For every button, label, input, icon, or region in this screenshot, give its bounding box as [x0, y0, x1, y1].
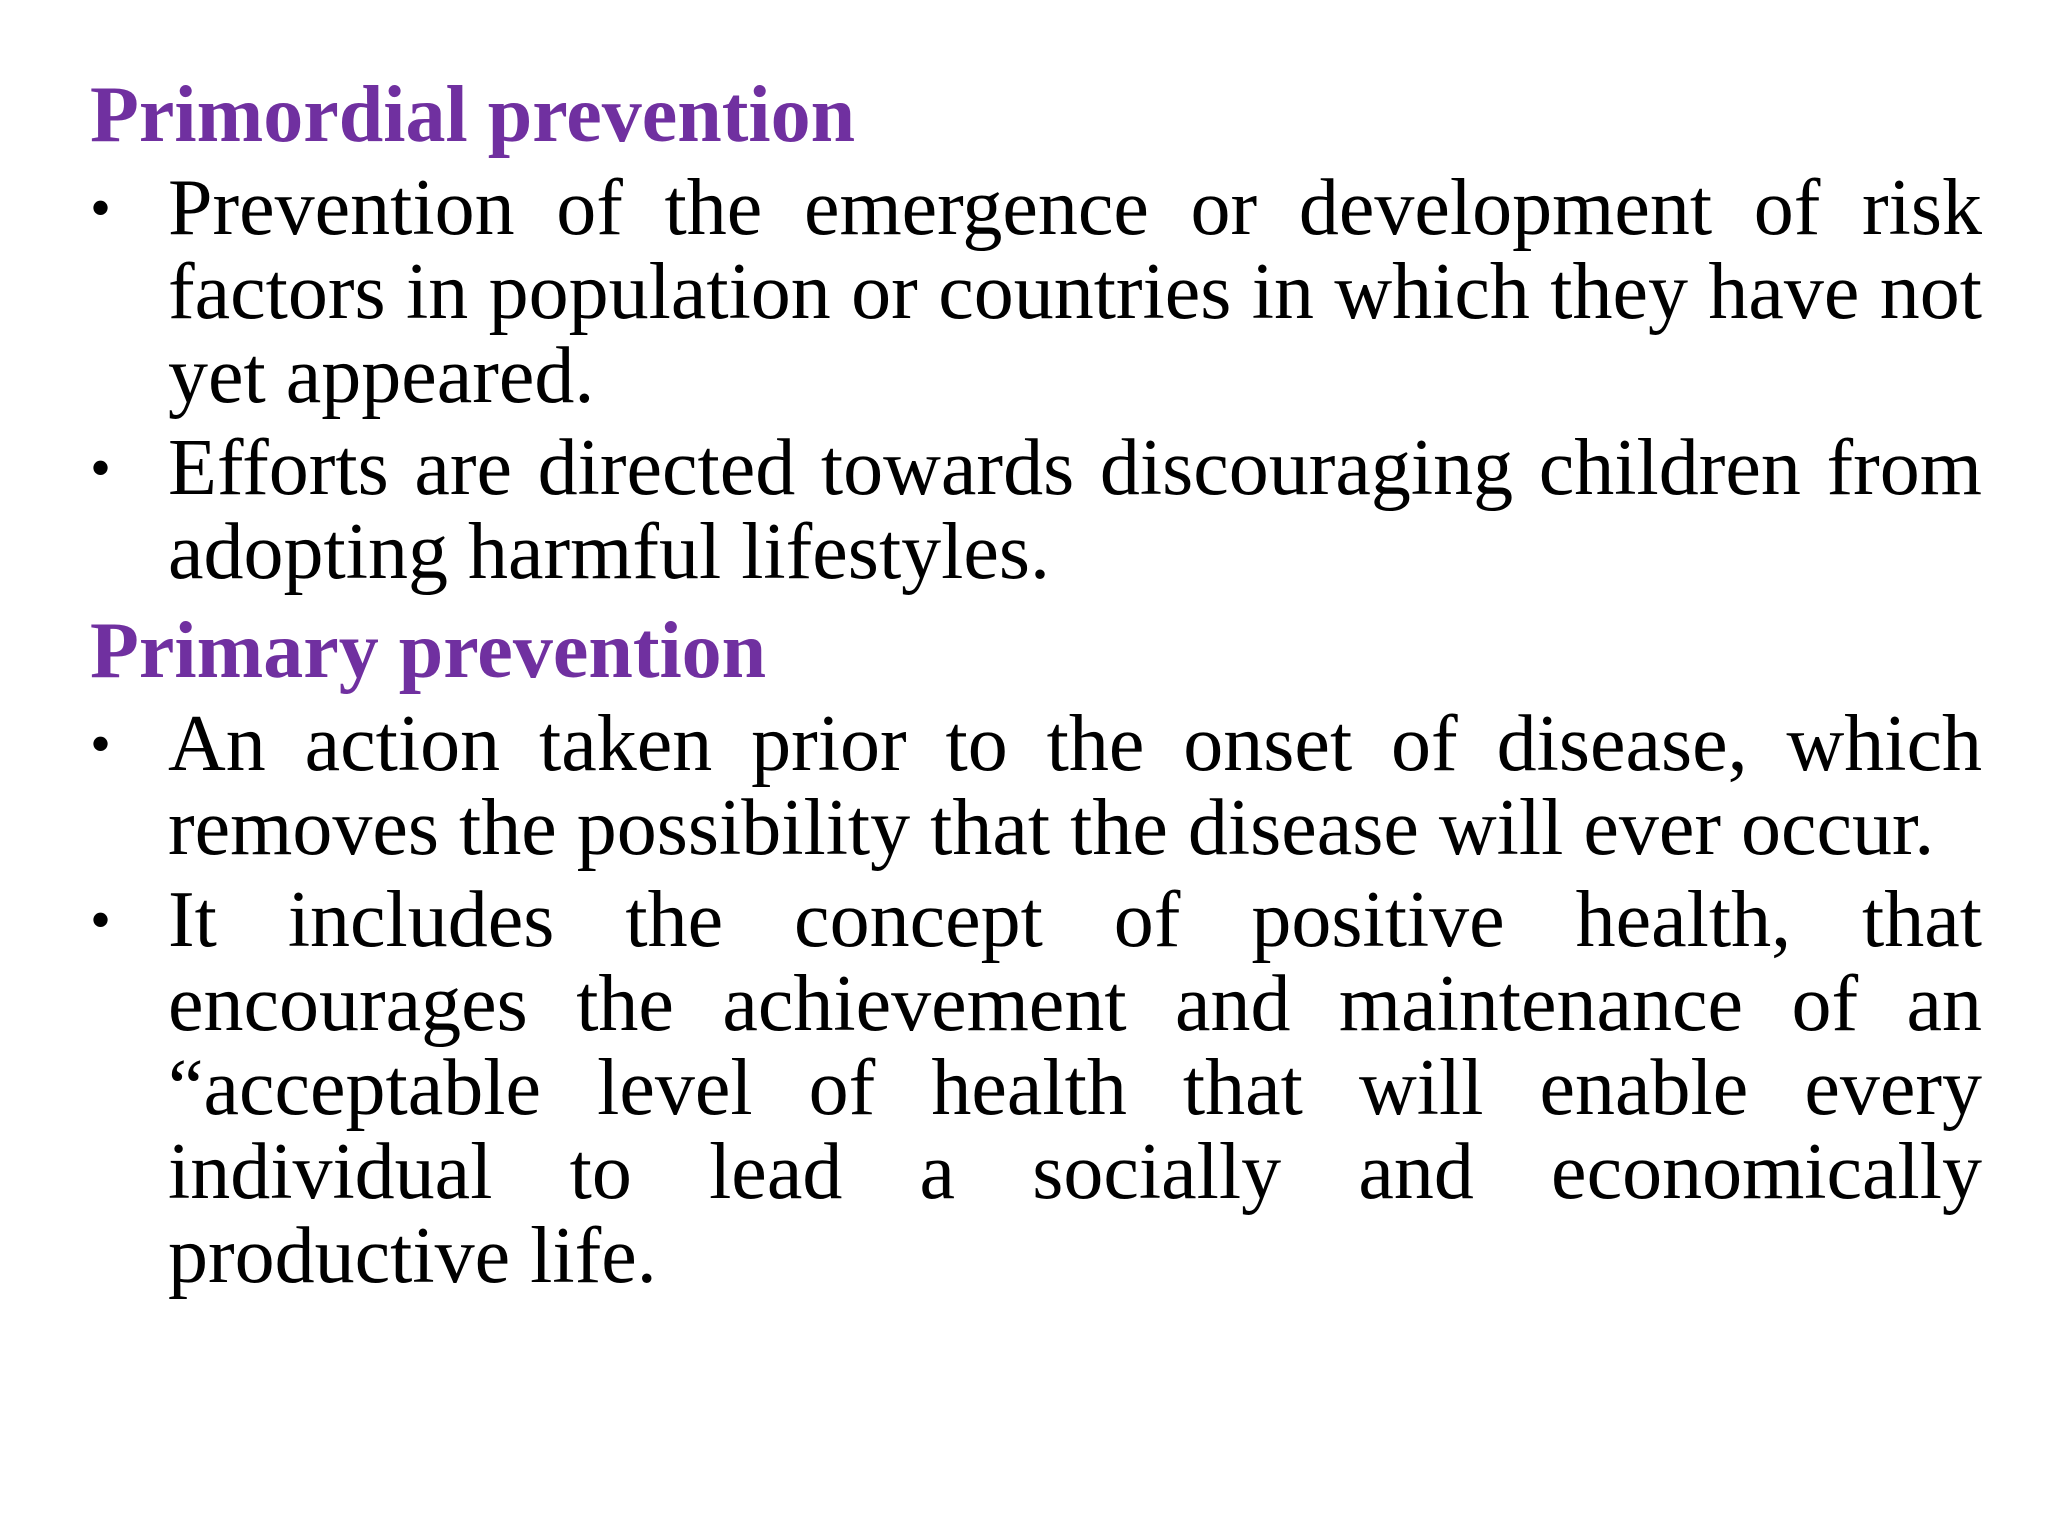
bullet-item	[90, 878, 1982, 1298]
bullet-list-primordial	[90, 166, 1982, 594]
bullet-icon: •	[90, 175, 112, 241]
slide-content	[90, 66, 1982, 1304]
bullet-item	[90, 702, 1982, 870]
bullet-text: It includes the concept of positive health, that encourages the achievement and maintenance of an “acceptable level of health that will enable every individual to lead a socially and economically productive life.	[168, 876, 1982, 1300]
bullet-text: Efforts are directed towards discouraging children from adopting harmful lifestyles.	[168, 424, 1982, 596]
bullet-icon: •	[90, 435, 112, 501]
bullet-list-primary	[90, 702, 1982, 1298]
bullet-text: Prevention of the emergence or development of risk factors in population or countries in which they have not yet appeared.	[168, 164, 1982, 420]
bullet-icon: •	[90, 887, 112, 953]
bullet-icon: •	[90, 711, 112, 777]
section-heading-primary: Primary prevention	[90, 607, 767, 695]
bullet-item	[90, 166, 1982, 418]
section-heading-primordial: Primordial prevention	[90, 71, 856, 159]
bullet-item	[90, 426, 1982, 594]
bullet-text: An action taken prior to the onset of disease, which removes the possibility that the disease will ever occur.	[168, 700, 1982, 872]
